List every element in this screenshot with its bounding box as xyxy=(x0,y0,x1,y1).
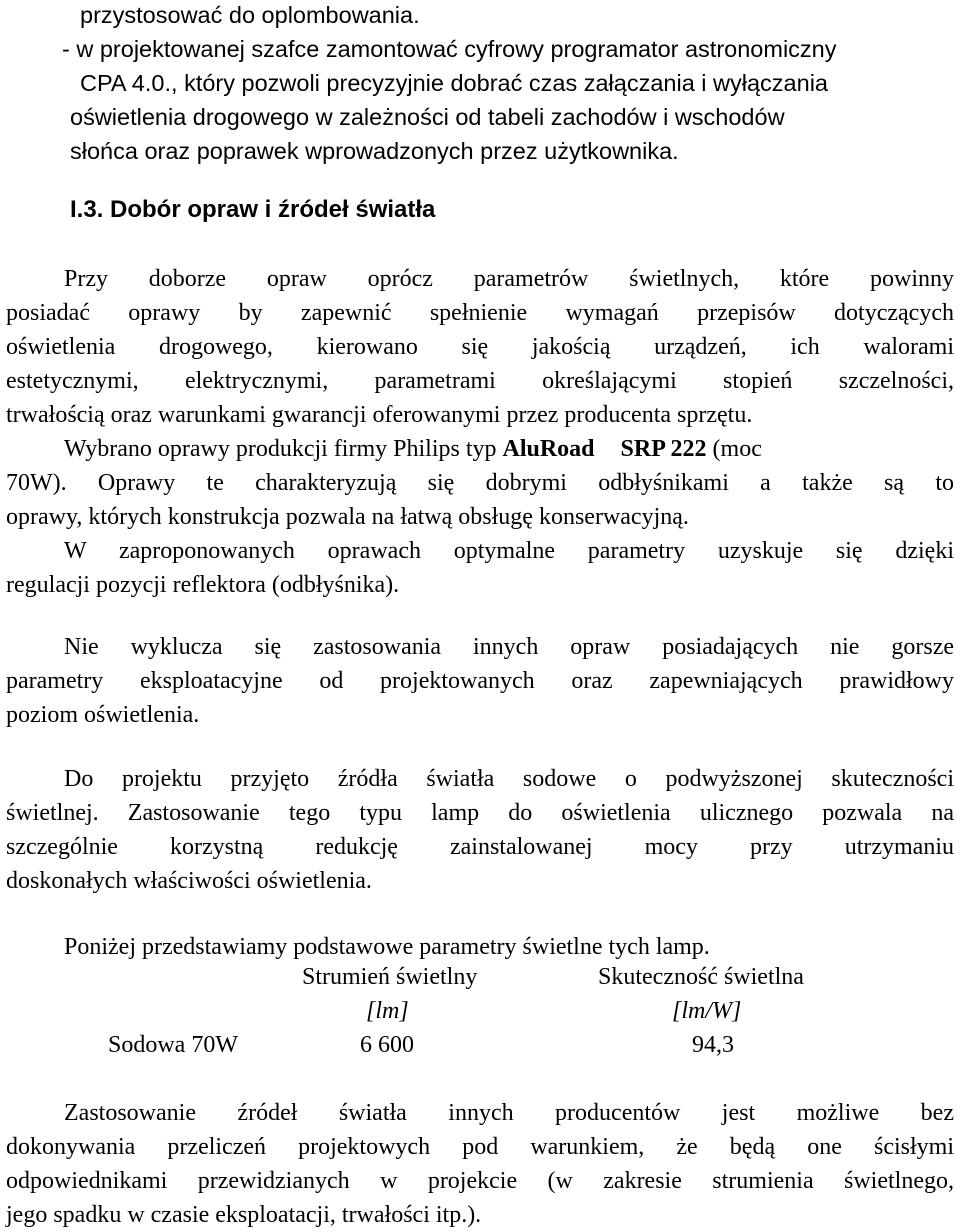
text-line: jego spadku w czasie eksploatacji, trwałości itp.). xyxy=(6,1202,482,1228)
text-line: regulacji pozycji reflektora (odbłyśnika). xyxy=(6,572,400,598)
text-line: oświetlenia drogowego, kierowano się jakością urządzeń, ich walorami xyxy=(6,334,954,360)
section-heading: I.3. Dobór opraw i źródeł światła xyxy=(70,196,436,223)
text-line: Nie wyklucza się zastosowania innych opraw posiadających nie gorsze xyxy=(64,634,954,660)
text-line: przystosować do oplombowania. xyxy=(80,2,420,28)
text-line: W zaproponowanych oprawach optymalne parametry uzyskuje się dzięki xyxy=(64,538,954,564)
text-run: (moc xyxy=(706,436,762,462)
text-line: słońca oraz poprawek wprowadzonych przez użytkownika. xyxy=(70,138,679,164)
text-line: odpowiednikami przewidzianych w projekcie (w zakresie strumienia świetlnego, xyxy=(6,1168,954,1194)
text-line: oświetlenia drogowego w zależności od tabeli zachodów i wschodów xyxy=(70,104,785,130)
text-line: 70W). Oprawy te charakteryzują się dobrymi odbłyśnikami a także są to xyxy=(6,470,954,496)
text-line: CPA 4.0., który pozwoli precyzyjnie dobrać czas załączania i wyłączania xyxy=(80,70,828,96)
text-line: Poniżej przedstawiamy podstawowe parametry świetlne tych lamp. xyxy=(64,934,710,960)
text-line: trwałością oraz warunkami gwarancji oferowanymi przez producenta sprzętu. xyxy=(6,402,753,428)
text-line: Do projektu przyjęto źródła światła sodowe o podwyższonej skuteczności xyxy=(64,766,954,792)
text-line xyxy=(64,432,954,466)
text-line: doskonałych właściwości oświetlenia. xyxy=(6,868,372,894)
table-unit-efficacy: [lm/W] xyxy=(672,998,742,1024)
table-value-efficacy: 94,3 xyxy=(692,1032,734,1058)
text-line: posiadać oprawy by zapewnić spełnienie wymagań przepisów dotyczących xyxy=(6,300,954,326)
text-line: świetlnej. Zastosowanie tego typu lamp do oświetlenia ulicznego pozwala na xyxy=(6,800,954,826)
text-line: estetycznymi, elektrycznymi, parametrami określającymi stopień szczelności, xyxy=(6,368,954,394)
text-run: Wybrano oprawy produkcji firmy Philips typ xyxy=(64,436,503,462)
table-value-flux: 6 600 xyxy=(360,1032,414,1058)
table-unit-flux: [lm] xyxy=(366,998,409,1024)
text-line: Przy doborze opraw oprócz parametrów świetlnych, które powinny xyxy=(64,266,954,292)
table-row-label: Sodowa 70W xyxy=(108,1032,238,1058)
text-line: szczególnie korzystną redukcję zainstalowanej mocy przy utrzymaniu xyxy=(6,834,954,860)
text-line: oprawy, których konstrukcja pozwala na łatwą obsługę konserwacyjną. xyxy=(6,504,689,530)
table-header-flux: Strumień świetlny xyxy=(302,964,478,990)
text-line: parametry eksploatacyjne od projektowanych oraz zapewniających prawidłowy xyxy=(6,668,954,694)
text-line: dokonywania przeliczeń projektowych pod warunkiem, że będą one ścisłymi xyxy=(6,1134,954,1160)
product-name: AluRoad xyxy=(502,436,595,462)
product-code: SRP 222 xyxy=(620,436,707,462)
text-line: Zastosowanie źródeł światła innych producentów jest możliwe bez xyxy=(64,1100,954,1126)
text-line: - w projektowanej szafce zamontować cyfrowy programator astronomiczny xyxy=(62,36,837,62)
text-line: poziom oświetlenia. xyxy=(6,702,200,728)
table-header-efficacy: Skuteczność świetlna xyxy=(598,964,804,990)
